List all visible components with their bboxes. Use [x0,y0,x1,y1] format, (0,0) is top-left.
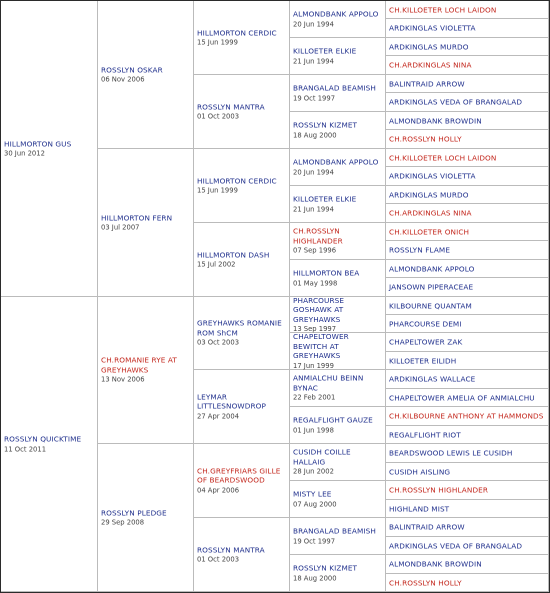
generation-3-dog-cell [194,1,290,75]
dog-entry [386,522,548,532]
generation-5-dog-cell [386,481,549,500]
dog-name-link[interactable]: CH.KILLOETER LOCH LAIDON [389,4,497,14]
generation-5-dog-cell [386,19,549,38]
generation-4-dog-cell [290,223,386,260]
dog-birth-date: 21 Jun 1994 [293,204,334,213]
dog-name-link[interactable]: GREYHAWKS ROMANIE ROM ShCM [197,318,282,337]
dog-name-link[interactable]: REGALFLIGHT RIOT [389,429,461,439]
dog-entry [386,23,548,33]
dog-name-link[interactable]: REGALFLIGHT GAUZE [293,415,373,425]
generation-4-dog-cell [290,518,386,555]
dog-entry [290,120,385,140]
dog-birth-date: 01 Oct 2003 [197,112,240,121]
dog-entry [386,5,548,15]
generation-5-dog-cell [386,204,549,223]
dog-birth-date: 13 Sep 1997 [293,324,337,333]
generation-2-dog-cell [98,1,194,149]
generation-5-dog-cell [386,444,549,463]
dog-entry [386,60,548,70]
generation-3-dog-cell [194,223,290,297]
dog-birth-date: 29 Sep 2008 [101,518,145,527]
dog-name-link[interactable]: CHAPELTOWER BEWITCH AT GREYHAWKS [293,331,349,360]
generation-5-dog-cell [386,241,549,260]
generation-5-dog-cell [386,500,549,518]
generation-5-dog-cell [386,260,549,278]
dog-entry [290,332,385,371]
dog-entry [386,578,548,588]
generation-4-dog-cell [290,75,386,112]
dog-birth-date: 13 Nov 2006 [101,375,145,384]
dog-birth-date: 01 May 1998 [293,278,338,287]
generation-5-dog-cell [386,463,549,481]
dog-entry [386,208,548,218]
dog-name-link[interactable]: ROSSLYN FLAME [389,245,451,255]
generation-5-dog-cell [386,186,549,204]
generation-5-dog-cell [386,537,549,555]
dog-entry [386,337,548,347]
generation-5-dog-cell [386,278,549,297]
dog-entry [386,264,548,274]
dog-name-link[interactable]: HILLMORTON FERN [101,212,173,222]
dog-entry [386,245,548,255]
generation-5-dog-cell [386,167,549,186]
dog-name-link[interactable]: JANSOWN PIPERACEAE [389,282,474,292]
generation-5-dog-cell [386,370,549,389]
dog-birth-date: 19 Oct 1997 [293,536,336,545]
dog-entry [386,79,548,89]
dog-entry [98,356,193,385]
generation-4-dog-cell [290,149,386,186]
dog-name-link[interactable]: CH.ROSSLYN HOLLY [389,577,462,587]
dog-name-link[interactable]: CH.ROSSLYN HIGHLANDER [293,226,343,245]
dog-entry [386,448,548,458]
dog-entry [98,213,193,233]
dog-name-link[interactable]: ROSSLYN KIZMET [293,563,358,573]
generation-5-dog-cell [386,352,549,370]
dog-birth-date: 28 Jun 2002 [293,467,334,476]
dog-entry [290,157,385,177]
generation-4-dog-cell [290,260,386,297]
dog-birth-date: 18 Aug 2000 [293,573,337,582]
dog-name-link[interactable]: HILLMORTON DASH [197,249,270,259]
dog-entry [386,411,548,421]
generation-5-dog-cell [386,297,549,315]
dog-name-link[interactable]: LEYMAR LITTLESNOWDROP [197,392,266,411]
dog-entry [290,374,385,403]
dog-name-link[interactable]: ALMONDBANK BROWDIN [389,559,482,569]
generation-5-dog-cell [386,389,549,407]
generation-5-dog-cell [386,555,549,574]
dog-entry [386,504,548,514]
dog-entry [290,194,385,214]
dog-name-link[interactable]: HILLMORTON GUS [4,138,72,148]
dog-entry [386,559,548,569]
dog-name-link[interactable]: PHARCOURSE GOSHAWK AT GREYHAWKS [293,295,345,324]
dog-entry [290,489,385,509]
dog-name-link[interactable]: ROSSLYN MANTRA [197,544,265,554]
dog-name-link[interactable]: KILLOETER EILIDH [389,355,457,365]
dog-name-link[interactable]: ANMIALCHU BEINN BYNAC [293,373,364,392]
dog-birth-date: 17 Jun 1999 [293,361,334,370]
generation-5-dog-cell [386,333,549,352]
dog-birth-date: 30 Jun 2012 [4,149,45,158]
dog-name-link[interactable]: CH.KILBOURNE ANTHONY AT HAMMONDS [389,411,544,421]
dog-entry [290,46,385,66]
generation-2-dog-cell [98,444,194,592]
dog-name-link[interactable]: MISTY LEE [293,489,332,499]
generation-5-dog-cell [386,518,549,537]
dog-birth-date: 20 Jun 1994 [293,167,334,176]
dog-entry [386,171,548,181]
dog-birth-date: 15 Jun 1999 [197,38,238,47]
dog-name-link[interactable]: KILLOETER ELKIE [293,46,357,56]
dog-name-link[interactable]: ROSSLYN OSKAR [101,64,163,74]
dog-birth-date: 11 Oct 2011 [4,444,47,453]
generation-5-dog-cell [386,149,549,167]
dog-entry [386,430,548,440]
dog-name-link[interactable]: HIGHLAND MIST [389,503,450,513]
dog-name-link[interactable]: CUSIDH AISLING [389,466,451,476]
generation-1-dog-cell [1,1,98,297]
dog-entry [386,116,548,126]
dog-birth-date: 22 Feb 2001 [293,393,336,402]
dog-name-link[interactable]: ARDKINGLAS VIOLETTA [389,171,476,181]
generation-4-dog-cell [290,1,386,38]
dog-birth-date: 07 Aug 2000 [293,499,337,508]
dog-name-link[interactable]: ALMONDBANK BROWDIN [389,115,482,125]
generation-4-dog-cell [290,112,386,149]
dog-name-link[interactable]: BEARDSWOOD LEWIS LE CUSIDH [389,448,513,458]
dog-name-link[interactable]: ARDKINGLAS VEDA OF BRANGALAD [389,540,523,550]
dog-name-link[interactable]: ARDKINGLAS WALLACE [389,374,476,384]
dog-entry [194,28,289,48]
dog-entry [386,227,548,237]
dog-name-link[interactable]: CHAPELTOWER AMELIA OF ANMIALCHU [389,392,535,402]
dog-birth-date: 27 Apr 2004 [197,412,240,420]
generation-5-dog-cell [386,407,549,426]
generation-4-dog-cell [290,481,386,518]
dog-name-link[interactable]: CH.KILLOETER ONICH [389,226,470,236]
dog-birth-date: 07 Sep 1996 [293,246,337,255]
dog-birth-date: 15 Jul 2002 [197,260,236,269]
generation-4-dog-cell [290,38,386,75]
generation-5-dog-cell [386,1,549,19]
dog-name-link[interactable]: CH.ARDKINGLAS NINA [389,60,472,70]
dog-name-link[interactable]: ROSSLYN QUICKTIME [4,434,82,444]
generation-3-dog-cell [194,370,290,444]
generation-3-dog-cell [194,149,290,223]
generation-5-dog-cell [386,112,549,130]
dog-entry [194,466,289,495]
dog-name-link[interactable]: PHARCOURSE DEMI [389,318,462,328]
generation-3-dog-cell [194,444,290,518]
dog-name-link[interactable]: CH.KILLOETER LOCH LAIDON [389,152,497,162]
dog-name-link[interactable]: ARDKINGLAS MURDO [389,189,469,199]
dog-name-link[interactable]: CH.ROSSLYN HIGHLANDER [389,485,489,495]
generation-4-dog-cell [290,333,386,370]
dog-entry [194,319,289,348]
dog-entry [386,301,548,311]
dog-entry [386,97,548,107]
dog-entry [194,392,289,421]
generation-4-dog-cell [290,186,386,223]
generation-3-dog-cell [194,518,290,592]
dog-name-link[interactable]: KILLOETER ELKIE [293,194,357,204]
dog-name-link[interactable]: ARDKINGLAS MURDO [389,41,469,51]
dog-name-link[interactable]: BALINTRAID ARROW [389,78,465,88]
dog-entry [386,467,548,477]
dog-entry [386,541,548,551]
generation-4-dog-cell [290,407,386,444]
generation-5-dog-cell [386,574,549,592]
dog-entry [290,563,385,583]
dog-name-link[interactable]: BRANGALAD BEAMISH [293,83,376,93]
dog-birth-date: 19 Oct 1997 [293,93,336,102]
dog-entry [386,319,548,329]
dog-birth-date: 15 Jun 1999 [197,186,238,195]
dog-birth-date: 21 Jun 1994 [293,56,334,65]
generation-5-dog-cell [386,38,549,56]
generation-4-dog-cell [290,555,386,592]
generation-1-dog-cell [1,297,98,592]
dog-name-link[interactable]: ALMONDBANK APPOLO [389,263,475,273]
dog-name-link[interactable]: ARDKINGLAS VEDA OF BRANGALAD [389,97,523,107]
dog-birth-date: 04 Apr 2006 [197,486,240,494]
dog-name-link[interactable]: ROSSLYN KIZMET [293,120,358,130]
dog-birth-date: 03 Oct 2003 [197,338,240,347]
dog-entry [386,134,548,144]
dog-entry [290,268,385,288]
dog-birth-date: 01 Oct 2003 [197,555,240,564]
generation-2-dog-cell [98,149,194,297]
dog-entry [98,65,193,85]
dog-name-link[interactable]: CH.GREYFRIARS GILLE OF BEARDSWOOD [197,466,281,485]
dog-birth-date: 20 Jun 1994 [293,19,334,28]
generation-3-dog-cell [194,75,290,149]
dog-name-link[interactable]: BALINTRAID ARROW [389,522,465,532]
generation-5-dog-cell [386,93,549,112]
dog-entry [386,153,548,163]
dog-name-link[interactable]: CH.ROMANIE RYE AT GREYHAWKS [101,355,177,374]
dog-entry [386,393,548,403]
dog-entry [290,227,385,256]
generation-2-dog-cell [98,297,194,444]
dog-name-link[interactable]: CH.ARDKINGLAS NINA [389,208,472,218]
dog-entry [290,9,385,29]
dog-entry [290,448,385,477]
generation-5-dog-cell [386,56,549,75]
dog-entry [290,83,385,103]
dog-name-link[interactable]: ARDKINGLAS VIOLETTA [389,23,476,33]
dog-name-link[interactable]: HILLMORTON CERDIC [197,27,277,37]
dog-name-link[interactable]: BRANGALAD BEAMISH [293,526,376,536]
dog-birth-date: 03 Jul 2007 [101,223,140,232]
dog-entry [386,374,548,384]
dog-entry [194,102,289,122]
dog-entry [194,250,289,270]
dog-entry [386,190,548,200]
dog-entry [290,295,385,334]
dog-entry [194,176,289,196]
dog-entry [386,356,548,366]
dog-name-link[interactable]: CUSIDH COILLE HALLAIG [293,447,351,466]
dog-entry [1,139,97,159]
dog-entry [386,282,548,292]
dog-entry [1,434,97,454]
dog-entry [194,545,289,565]
generation-3-dog-cell [194,297,290,370]
dog-birth-date: 18 Aug 2000 [293,130,337,139]
dog-name-link[interactable]: CH.ROSSLYN HOLLY [389,134,462,144]
generation-5-dog-cell [386,75,549,93]
generation-5-dog-cell [386,223,549,241]
dog-name-link[interactable]: ROSSLYN MANTRA [197,101,265,111]
generation-4-dog-cell [290,370,386,407]
generation-4-dog-cell [290,444,386,481]
generation-4-dog-cell [290,297,386,333]
dog-birth-date: 06 Nov 2006 [101,75,145,84]
dog-entry [290,526,385,546]
dog-name-link[interactable]: KILBOURNE QUANTAM [389,300,472,310]
dog-name-link[interactable]: ROSSLYN PLEDGE [101,507,167,517]
dog-name-link[interactable]: HILLMORTON BEA [293,268,360,278]
generation-5-dog-cell [386,426,549,444]
dog-name-link[interactable]: CHAPELTOWER ZAK [389,337,463,347]
dog-entry [386,485,548,495]
dog-name-link[interactable]: HILLMORTON CERDIC [197,175,277,185]
dog-birth-date: 01 Jun 1998 [293,425,334,434]
generation-5-dog-cell [386,130,549,149]
dog-entry [386,42,548,52]
dog-entry [290,415,385,435]
dog-name-link[interactable]: ALMONDBANK APPOLO [293,9,379,19]
generation-5-dog-cell [386,315,549,333]
dog-name-link[interactable]: ALMONDBANK APPOLO [293,157,379,167]
dog-entry [98,508,193,528]
